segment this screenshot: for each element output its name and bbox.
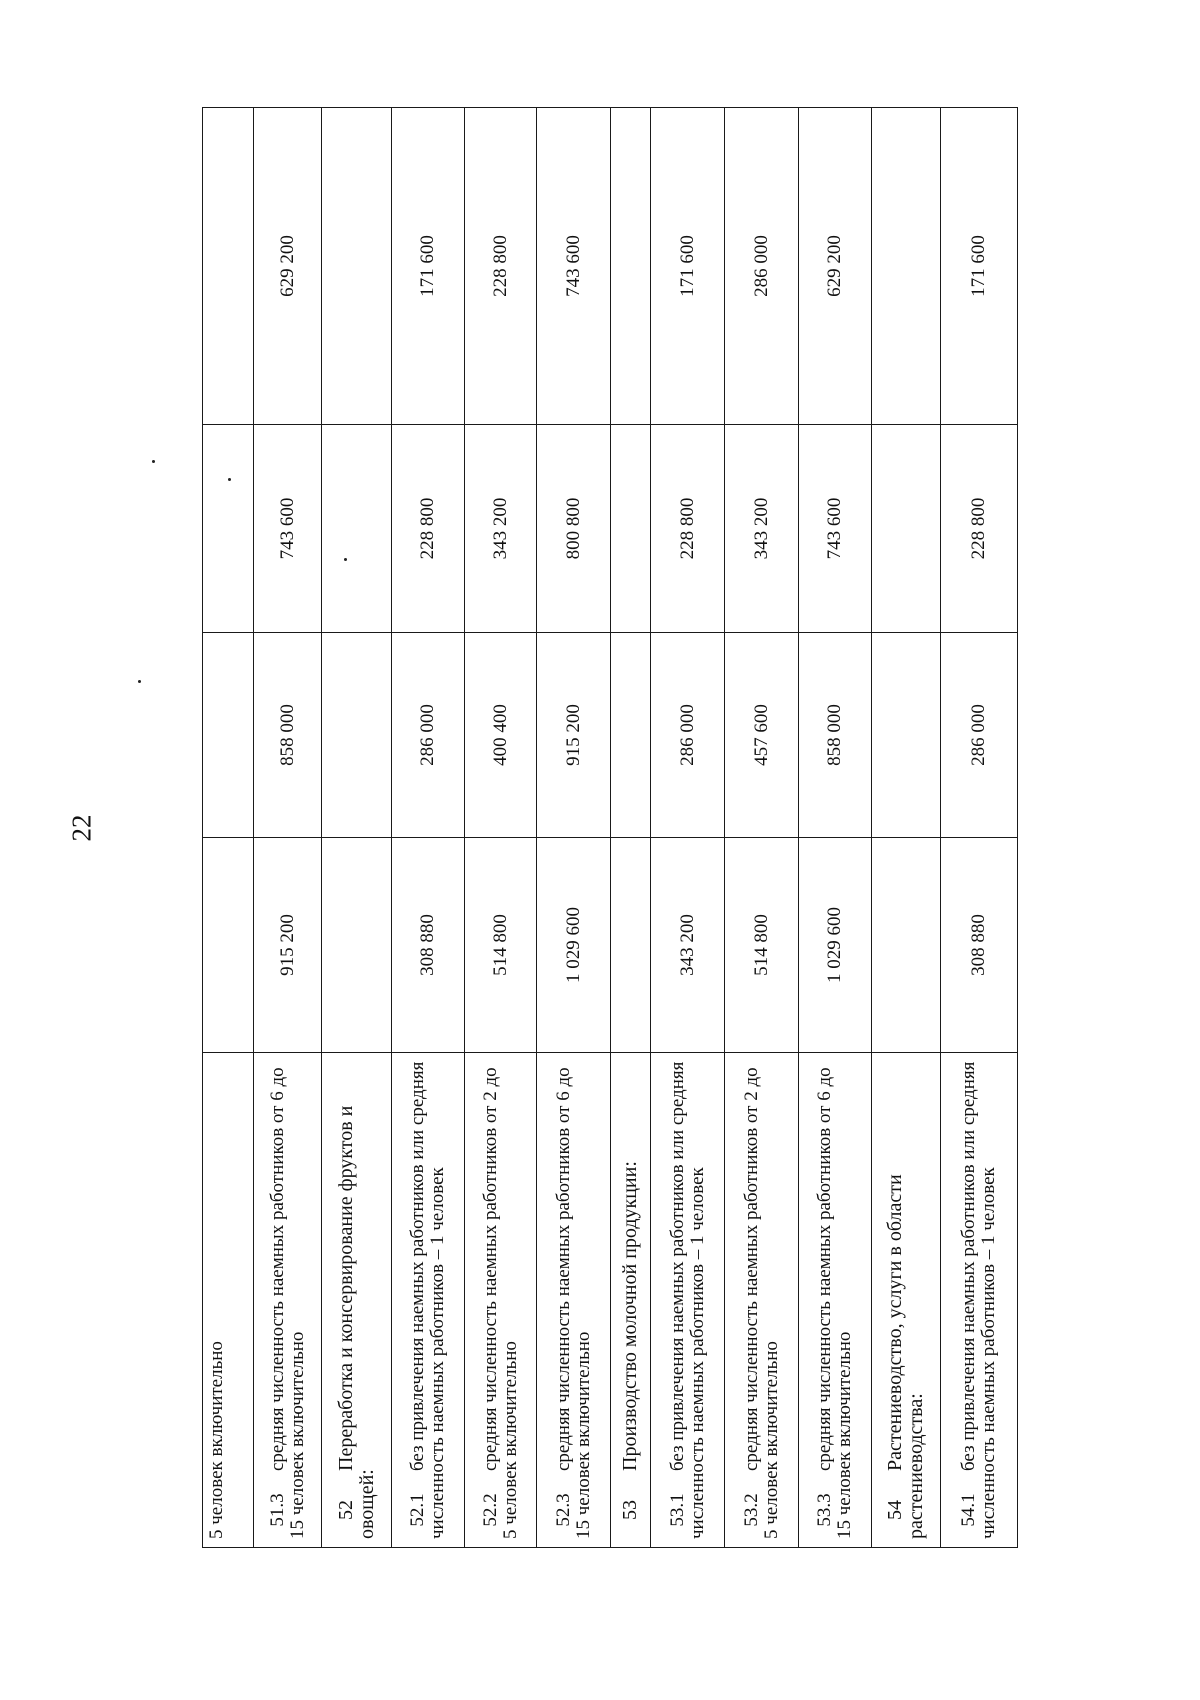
row-name xyxy=(941,1053,1018,1548)
row-value-3: 228 800 xyxy=(651,425,725,633)
row-name xyxy=(872,1053,941,1548)
row-text: средняя численность наемных работников от 6 до 15 человек включительно xyxy=(552,1067,594,1539)
row-value-1: 343 200 xyxy=(651,838,725,1053)
row-text: Растениеводство, услуги в области растениеводства: xyxy=(884,1174,927,1539)
row-text: средняя численность наемных работников от 6 до 15 человек включительно xyxy=(266,1067,308,1539)
row-value-3 xyxy=(322,425,392,633)
row-code: 53.1 xyxy=(666,1493,688,1527)
row-value-3: 343 200 xyxy=(725,425,799,633)
row-name xyxy=(465,1053,537,1548)
row-value-4: 286 000 xyxy=(725,108,799,425)
table-row xyxy=(203,108,254,1548)
row-code: 53 xyxy=(619,1500,641,1520)
row-code: 53.2 xyxy=(740,1493,762,1527)
row-value-3: 343 200 xyxy=(465,425,537,633)
row-value-2 xyxy=(611,633,651,838)
row-value-2: 858 000 xyxy=(799,633,872,838)
row-value-2 xyxy=(322,633,392,838)
row-value-4 xyxy=(611,108,651,425)
table-row xyxy=(611,108,651,1548)
row-name: 5 человек включительно xyxy=(203,1053,254,1548)
row-name xyxy=(725,1053,799,1548)
row-text: средняя численность наемных работников от 6 до 15 человек включительно xyxy=(814,1067,855,1539)
row-value-1: 915 200 xyxy=(254,838,322,1053)
row-value-2: 457 600 xyxy=(725,633,799,838)
row-value-1: 514 800 xyxy=(465,838,537,1053)
row-value-1: 514 800 xyxy=(725,838,799,1053)
table-row xyxy=(254,108,322,1548)
row-value-4: 228 800 xyxy=(465,108,537,425)
table-row xyxy=(941,108,1018,1548)
rotated-table-container xyxy=(202,108,1017,1548)
row-value-4 xyxy=(203,108,254,425)
row-text: средняя численность наемных работников от 2 до 5 человек включительно xyxy=(479,1067,521,1539)
row-value-4: 629 200 xyxy=(799,108,872,425)
row-code: 53.3 xyxy=(814,1493,836,1527)
row-name xyxy=(392,1053,465,1548)
scan-speck xyxy=(138,680,141,683)
row-code: 52.1 xyxy=(407,1493,429,1527)
row-value-1: 308 880 xyxy=(392,838,465,1053)
row-value-2: 400 400 xyxy=(465,633,537,838)
row-text: без привлечения наемных работников или средняя численность наемных работников – 1 человек xyxy=(407,1061,448,1539)
row-text: средняя численность наемных работников от 2 до 5 человек включительно xyxy=(740,1067,782,1539)
row-value-4: 743 600 xyxy=(537,108,611,425)
row-value-3: 228 800 xyxy=(392,425,465,633)
row-name xyxy=(254,1053,322,1548)
row-value-1: 308 880 xyxy=(941,838,1018,1053)
table-row xyxy=(872,108,941,1548)
row-value-1 xyxy=(203,838,254,1053)
row-value-2: 286 000 xyxy=(392,633,465,838)
price-table xyxy=(202,107,1018,1548)
table-row xyxy=(799,108,872,1548)
row-value-3: 800 800 xyxy=(537,425,611,633)
row-value-3: 743 600 xyxy=(254,425,322,633)
row-code: 51.3 xyxy=(266,1493,288,1527)
row-value-2: 286 000 xyxy=(941,633,1018,838)
table-body xyxy=(203,108,1018,1548)
row-code: 52.3 xyxy=(552,1493,574,1527)
row-value-1 xyxy=(872,838,941,1053)
row-value-3: 743 600 xyxy=(799,425,872,633)
row-value-4 xyxy=(322,108,392,425)
row-value-2 xyxy=(203,633,254,838)
row-value-3 xyxy=(203,425,254,633)
row-name xyxy=(799,1053,872,1548)
row-value-4: 171 600 xyxy=(941,108,1018,425)
page-number: 22 xyxy=(66,814,97,842)
row-value-1: 1 029 600 xyxy=(799,838,872,1053)
scan-speck xyxy=(152,460,155,463)
table-row xyxy=(537,108,611,1548)
row-value-2: 286 000 xyxy=(651,633,725,838)
row-code: 52 xyxy=(334,1500,357,1520)
row-text: Переработка и консервирование фруктов и овощей: xyxy=(334,1105,378,1539)
table-row xyxy=(651,108,725,1548)
row-code: 54 xyxy=(884,1500,906,1520)
row-value-1 xyxy=(611,838,651,1053)
table-row xyxy=(322,108,392,1548)
table-row xyxy=(465,108,537,1548)
row-text: Производство молочной продукции: xyxy=(619,1161,641,1471)
table-row xyxy=(725,108,799,1548)
row-text: без привлечения наемных работников или средняя численность наемных работников – 1 человек xyxy=(958,1061,999,1539)
row-code: 54.1 xyxy=(958,1493,980,1527)
row-value-1: 1 029 600 xyxy=(537,838,611,1053)
row-value-4 xyxy=(872,108,941,425)
row-value-3 xyxy=(872,425,941,633)
row-value-4: 629 200 xyxy=(254,108,322,425)
row-value-4: 171 600 xyxy=(392,108,465,425)
row-value-1 xyxy=(322,838,392,1053)
row-value-2 xyxy=(872,633,941,838)
row-value-4: 171 600 xyxy=(651,108,725,425)
row-value-2: 915 200 xyxy=(537,633,611,838)
row-text: без привлечения наемных работников или средняя численность наемных работников – 1 человек xyxy=(666,1061,708,1539)
row-name xyxy=(651,1053,725,1548)
row-value-3 xyxy=(611,425,651,633)
row-code: 52.2 xyxy=(479,1493,501,1527)
row-value-2: 858 000 xyxy=(254,633,322,838)
table-row xyxy=(392,108,465,1548)
row-name xyxy=(611,1053,651,1548)
row-name xyxy=(322,1053,392,1548)
row-value-3: 228 800 xyxy=(941,425,1018,633)
row-name xyxy=(537,1053,611,1548)
